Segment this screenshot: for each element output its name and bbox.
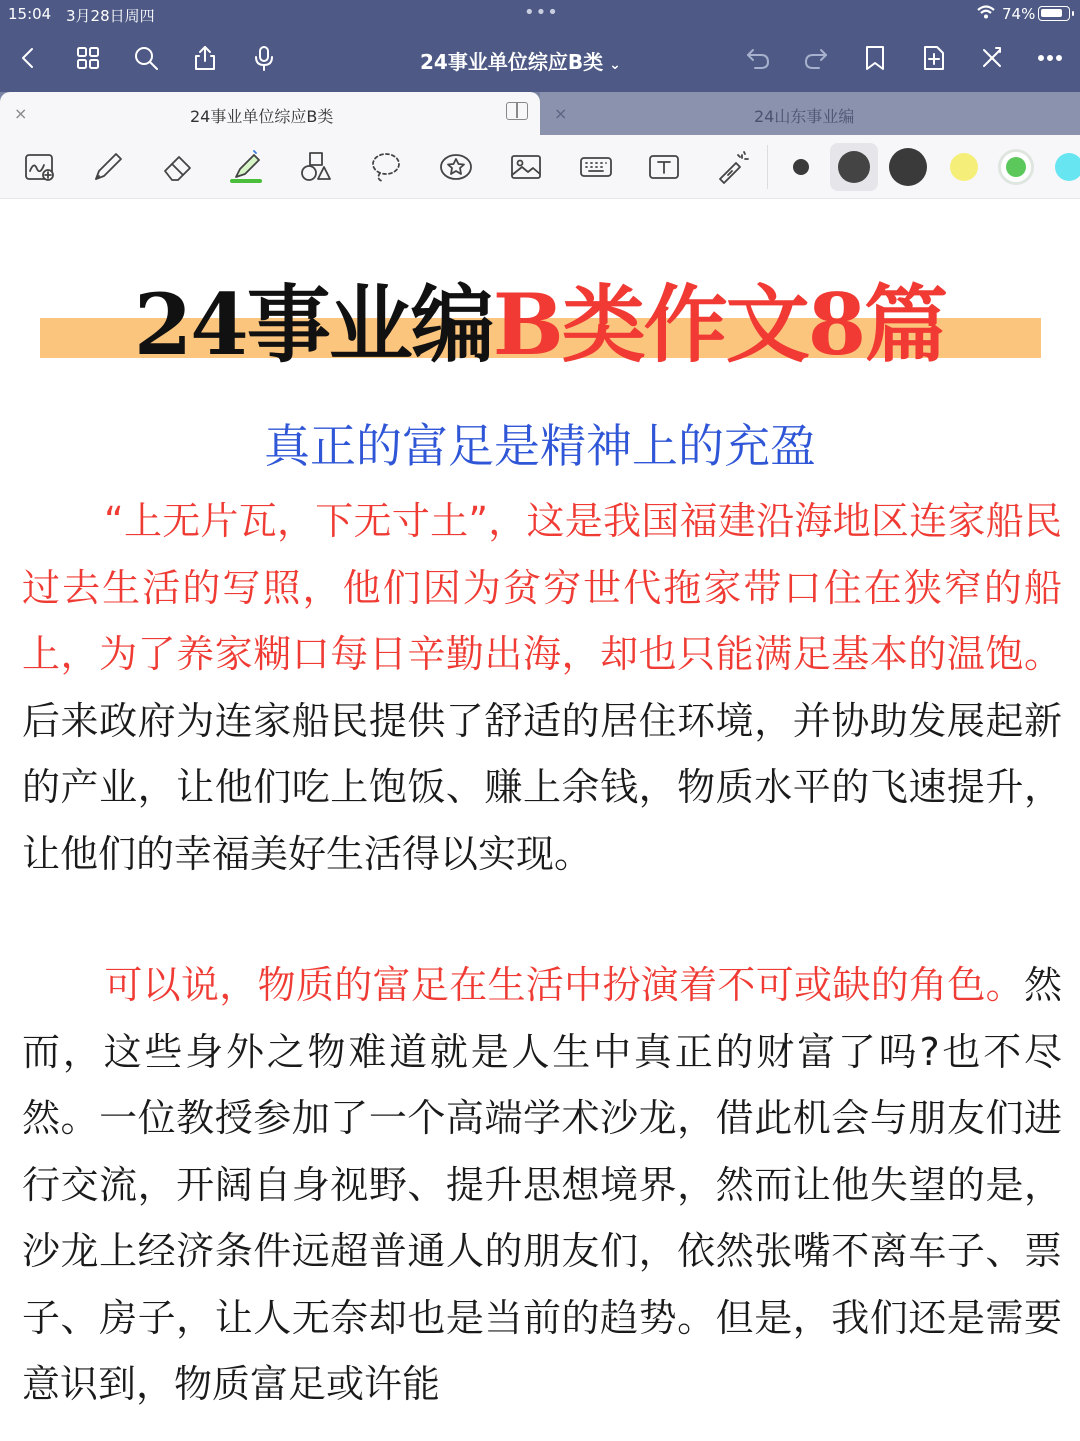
status-date: 3月28日周四	[66, 7, 155, 25]
bookmark-icon[interactable]	[857, 40, 893, 76]
battery-icon	[1038, 6, 1070, 21]
split-view-icon[interactable]	[506, 102, 528, 120]
text-box-icon[interactable]	[644, 147, 684, 187]
shapes-icon[interactable]	[296, 147, 336, 187]
document-tabs	[0, 92, 1080, 135]
keyboard-icon[interactable]	[576, 147, 616, 187]
close-tab-icon[interactable]: ×	[14, 104, 28, 123]
tab-label: 24山东事业编	[754, 107, 855, 126]
paragraph-1-text: 后来政府为连家船民提供了舒适的居住环境，并协助发展起新的产业，让他们吃上饱饭、赚上余钱，物质水平的飞速提升，让他们的幸福美好生活得以实现。	[22, 698, 1062, 876]
app-header	[0, 0, 1080, 92]
microphone-icon[interactable]	[246, 40, 282, 76]
back-icon[interactable]	[10, 40, 46, 76]
paragraph-2-text: 然而，这些身外之物难道就是人生中真正的财富了吗?也不尽然。一位教授参加了一个高端学术沙龙，借此机会与朋友们进行交流，开阔自身视野、提升思想境界，然而让他失望的是，沙龙上经济条件远超普通人的朋友们，依然张嘴不离车子、票子、房子，让人无奈却也是当前的趋势。但是，我们还是需要意识到，物质富足或许能	[22, 963, 1062, 1406]
paragraph-2	[22, 952, 1062, 1418]
toolbar-divider	[767, 145, 768, 189]
redo-icon[interactable]	[798, 40, 834, 76]
pen-icon[interactable]	[88, 147, 128, 187]
lasso-icon[interactable]	[366, 147, 406, 187]
tab-label: 24事业单位综应B类	[190, 107, 334, 126]
tab-active-document[interactable]	[0, 92, 540, 135]
eraser-icon[interactable]	[158, 147, 198, 187]
grid-view-icon[interactable]	[70, 40, 106, 76]
stroke-size-medium[interactable]	[838, 151, 870, 183]
page-title	[0, 270, 1080, 380]
document-page[interactable]	[0, 200, 1080, 1441]
search-icon[interactable]	[128, 40, 164, 76]
laser-pointer-icon[interactable]	[712, 147, 752, 187]
chevron-down-icon: ⌄	[609, 57, 621, 73]
title-black-part: 24事业编	[133, 275, 493, 374]
stroke-size-large[interactable]	[889, 148, 927, 186]
multitasking-dots-icon[interactable]: •••	[524, 2, 559, 23]
navigation-bar	[0, 28, 1080, 92]
paragraph-2-red-text: 可以说，物质的富足在生活中扮演着不可或缺的角色。	[104, 963, 1024, 1007]
title-red-part: B类作文8篇	[492, 275, 947, 374]
status-bar	[0, 0, 1080, 28]
undo-icon[interactable]	[740, 40, 776, 76]
close-tab-icon[interactable]: ×	[554, 104, 568, 123]
essay-subtitle: 真正的富足是精神上的充盈	[264, 419, 816, 473]
battery-percentage: 74%	[1002, 5, 1036, 23]
more-options-icon[interactable]	[1032, 40, 1068, 76]
status-time: 15:04	[8, 5, 52, 23]
image-icon[interactable]	[506, 147, 546, 187]
stroke-size-small[interactable]	[793, 159, 809, 175]
add-page-icon[interactable]	[916, 40, 952, 76]
color-green-selected[interactable]	[998, 149, 1034, 185]
paragraph-1-red-text: “上无片瓦，下无寸土”，这是我国福建沿海地区连家船民过去生活的写照，他们因为贫穷世代拖家带口住在狭窄的船上，为了养家糊口每日辛勤出海，却也只能满足基本的温饱。	[22, 499, 1062, 676]
tab-inactive-document[interactable]	[540, 92, 1080, 135]
highlighter-icon[interactable]	[226, 147, 266, 187]
document-title-dropdown[interactable]	[420, 46, 621, 75]
paragraph-1	[22, 488, 1062, 887]
wifi-icon	[976, 4, 996, 24]
document-title: 24事业单位综应B类	[420, 50, 604, 74]
share-icon[interactable]	[187, 40, 223, 76]
handwriting-zoom-icon[interactable]	[20, 147, 60, 187]
close-toolbar-icon[interactable]	[974, 40, 1010, 76]
color-yellow[interactable]	[950, 153, 978, 181]
annotation-toolbar	[0, 135, 1080, 199]
sticker-icon[interactable]	[436, 147, 476, 187]
color-cyan[interactable]	[1055, 153, 1080, 181]
